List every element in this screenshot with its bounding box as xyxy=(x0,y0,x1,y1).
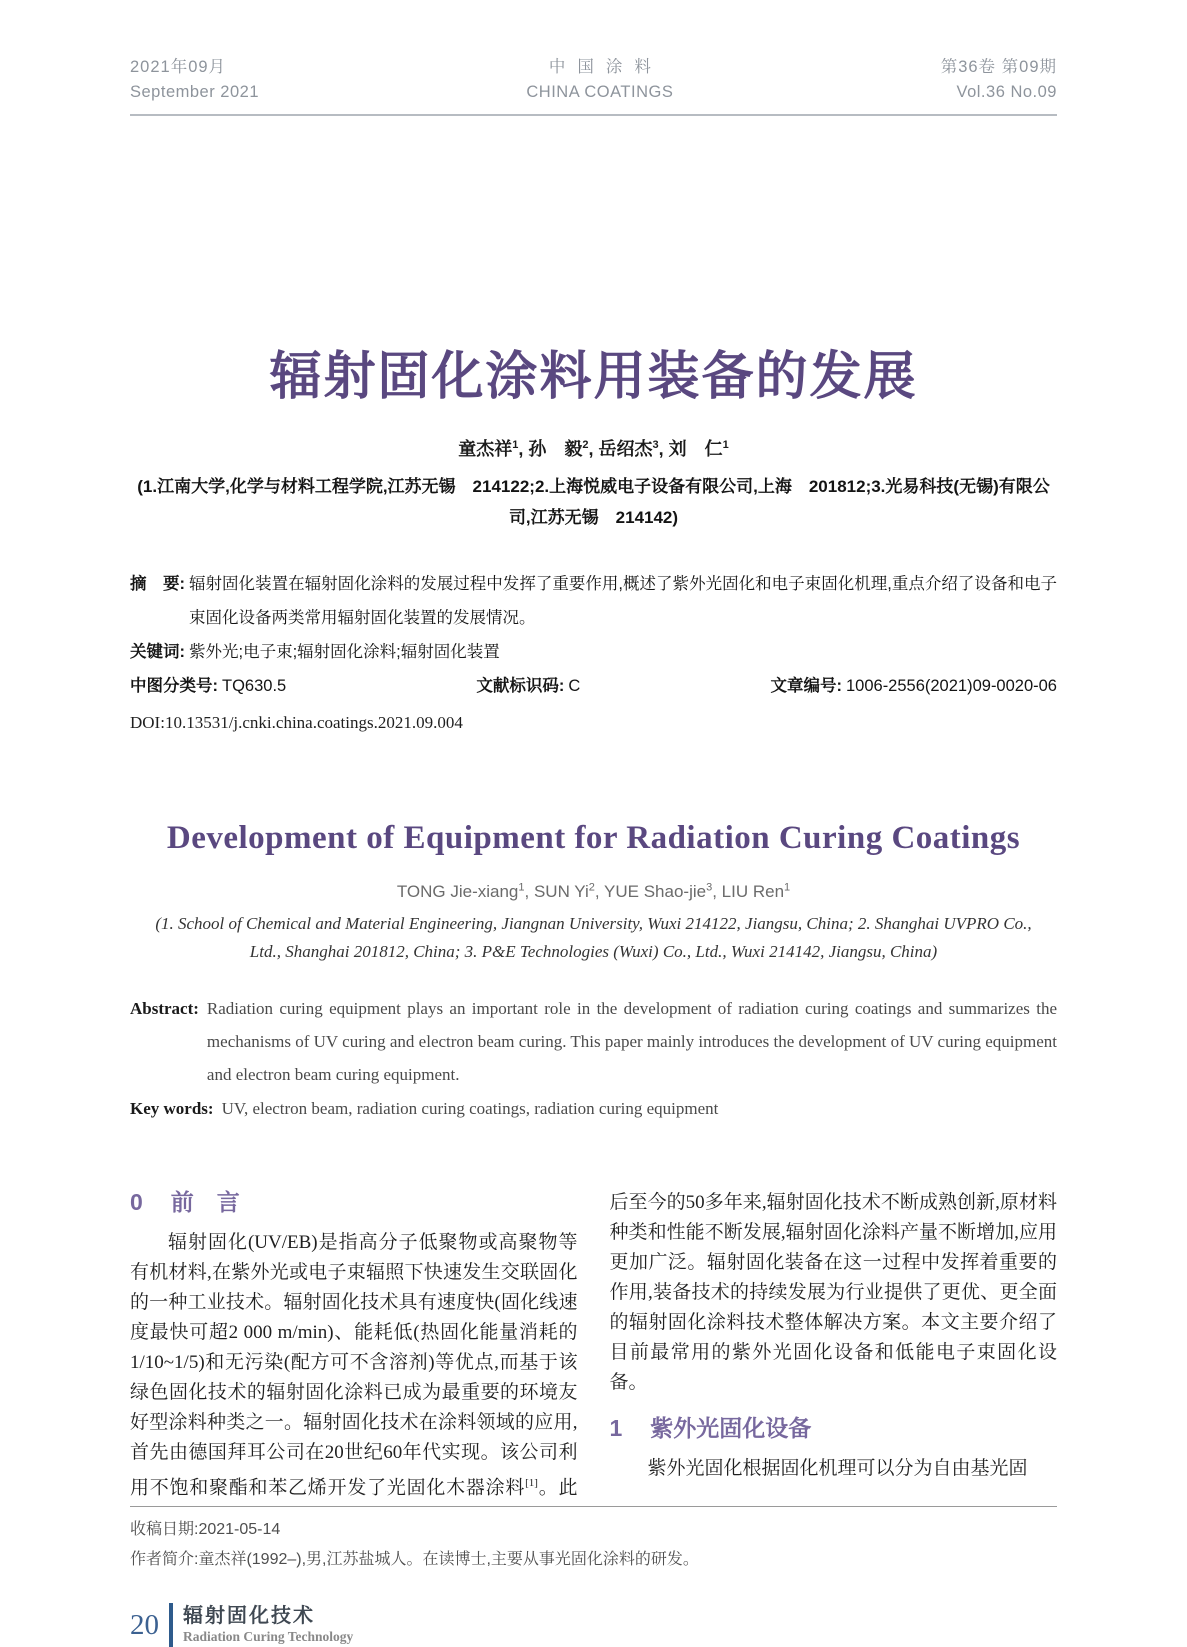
received-date: 收稿日期:2021-05-14 xyxy=(130,1520,281,1538)
author-separator: , xyxy=(712,881,722,901)
clc-value: TQ630.5 xyxy=(222,677,287,695)
authors-cn xyxy=(130,435,1057,461)
article-title-cn: 辐射固化涂料用装备的发展 xyxy=(269,348,918,406)
article-id xyxy=(770,669,1057,703)
author-affil-sup: 1 xyxy=(512,439,519,451)
header-date-cn: 2021年09月 xyxy=(130,58,227,76)
article-title-en: Development of Equipment for Radiation Curing Coatings xyxy=(166,820,1021,856)
author-separator: , xyxy=(518,439,524,459)
author-affil-sup: 1 xyxy=(722,439,729,451)
author-en xyxy=(397,882,534,901)
affiliation-en xyxy=(130,910,1057,966)
section-title: 紫外光固化设备 xyxy=(650,1414,812,1441)
page-footer xyxy=(130,1603,1057,1647)
article-id-label: 文章编号: xyxy=(770,677,842,695)
author-separator: , xyxy=(658,439,664,459)
author-name: SUN Yi xyxy=(533,881,589,901)
section-title: 前 言 xyxy=(170,1188,240,1215)
author-name: 岳绍杰 xyxy=(598,439,653,459)
abstract-cn xyxy=(130,567,1057,635)
footer-section-en: Radiation Curing Technology xyxy=(183,1628,354,1644)
author-name: LIU Ren xyxy=(721,881,785,901)
author-name: TONG Jie-xiang xyxy=(396,881,519,901)
clc-label: 中图分类号: xyxy=(130,677,218,695)
header-issue-en: Vol.36 No.09 xyxy=(956,83,1057,101)
author-cn xyxy=(599,439,664,459)
abstract-cn-text: 辐射固化装置在辐射固化涂料的发展过程中发挥了重要作用,概述了紫外光固化和电子束固化机理,重点介绍了设备和电子束固化设备两类常用辐射固化装置的发展情况。 xyxy=(189,575,1057,627)
author-en xyxy=(534,882,604,901)
author-name: 刘 仁 xyxy=(668,439,723,459)
affiliation-cn-line1: (1.江南大学,化学与材料工程学院,江苏无锡 214122;2.上海悦威电子设备有限公司,上海 201812;3.光易科技(无锡)有限公 xyxy=(137,477,1050,496)
author-name: 孙 毅 xyxy=(528,439,583,459)
english-meta-block xyxy=(130,992,1057,1124)
author-affil-sup: 2 xyxy=(588,881,595,893)
header-journal-en: CHINA COATINGS xyxy=(526,83,674,101)
keywords-cn-text: 紫外光;电子束;辐射固化涂料;辐射固化装置 xyxy=(189,643,500,661)
section-heading-0 xyxy=(130,1188,578,1216)
footnote-block xyxy=(130,1506,1057,1575)
header-journal xyxy=(526,55,673,105)
footer-divider-bar xyxy=(169,1603,173,1647)
keywords-cn xyxy=(130,635,1057,669)
authors-en xyxy=(130,881,1057,902)
author-cn xyxy=(669,439,729,459)
author-en xyxy=(604,882,722,901)
affiliation-en-line1: (1. School of Chemical and Material Engineering, Jiangnan University, Wuxi 214122, Jiangsu, China; 2. Shanghai UVPRO Co., xyxy=(155,913,1032,933)
paragraph-text: 辐射固化(UV/EB)是指高分子低聚物或高聚物等有机材料,在紫外光或电子束辐照下快速发生交联固化的一种工业技术。辐射固化技术具有速度快(固化线速度最快可超2 000 m/min)、能耗低(热固化能量消耗的1/10~1/5)和无污染(配方可不含溶剂)等优点,而基于该绿色固化技术的辐射固化涂料已成为最重要的环境友好型涂料种类之一。辐射固化技术在涂料领域的应用,首先由德国拜耳公司在20世纪60年代实现。该公司利用不饱和聚酯和苯乙烯开发了光固化木器涂料 xyxy=(130,1231,578,1498)
abstract-en xyxy=(130,992,1057,1091)
section-number: 0 xyxy=(130,1188,143,1215)
journal-header xyxy=(130,0,1057,116)
author-separator: , xyxy=(594,881,605,901)
article-id-value: 1006-2556(2021)09-0020-06 xyxy=(845,677,1057,695)
author-name: 童杰祥 xyxy=(458,439,513,459)
abstract-cn-label: 摘 要: xyxy=(130,575,185,593)
section-heading-1 xyxy=(610,1414,1058,1442)
article-body xyxy=(130,1188,1057,1506)
author-affil-sup: 1 xyxy=(518,881,525,893)
body-paragraph-section1: 紫外光固化根据固化机理可以分为自由基光固 xyxy=(647,1457,1028,1479)
document-code-value: C xyxy=(568,677,581,695)
author-affil-sup: 3 xyxy=(706,881,713,893)
author-affil-sup: 1 xyxy=(784,881,791,893)
citation-ref-1: [1] xyxy=(525,1476,538,1489)
author-name: YUE Shao-jie xyxy=(604,881,707,901)
document-code-label: 文献标识码: xyxy=(476,677,565,695)
header-journal-cn: 中国涂料 xyxy=(548,58,663,76)
author-cn xyxy=(458,439,523,459)
author-affil-sup: 3 xyxy=(652,439,659,451)
author-cn xyxy=(528,439,593,459)
classification-row xyxy=(130,669,1057,703)
page-number: 20 xyxy=(130,1608,159,1641)
keywords-en xyxy=(130,1094,1057,1124)
paragraph-text: 。此后至今的50多年来,辐射固化技术不断成熟创新,原材料种类和性能不断发展,辐射固化涂料产量不断增加,应用更加广泛。辐射固化装备在这一过程中发挥着重要的作用,装备技术的持续发展为行业提供了更优、更全面的辐射固化涂料技术整体解决方案。本文主要介绍了目前最常用的紫外光固化设备和低能电子束固化设备。 xyxy=(537,1191,1057,1498)
doi: DOI:10.13531/j.cnki.china.coatings.2021.09.004 xyxy=(130,713,463,732)
header-issue xyxy=(941,55,1057,105)
affiliation-cn-line2: 司,江苏无锡 214142) xyxy=(508,508,679,527)
author-bio: 作者简介:童杰祥(1992–),男,江苏盐城人。在读博士,主要从事光固化涂料的研发。 xyxy=(130,1550,699,1568)
keywords-en-label: Key words: xyxy=(130,1098,214,1118)
document-code xyxy=(476,669,580,703)
author-separator: , xyxy=(524,881,534,901)
abstract-en-label: Abstract: xyxy=(130,998,199,1018)
author-en xyxy=(722,882,791,901)
keywords-cn-label: 关键词: xyxy=(130,643,185,661)
footer-section-cn: 辐射固化技术 xyxy=(183,1604,315,1627)
author-affil-sup: 2 xyxy=(582,439,589,451)
header-date-en: September 2021 xyxy=(130,83,260,101)
affiliation-cn xyxy=(130,471,1057,533)
header-date xyxy=(130,55,259,105)
header-issue-cn: 第36卷 第09期 xyxy=(940,58,1057,76)
clc-code xyxy=(130,669,286,703)
affiliation-en-line2: Ltd., Shanghai 201812, China; 3. P&E Technologies (Wuxi) Co., Ltd., Wuxi 214142, Jiangsu, China) xyxy=(249,941,938,961)
author-separator: , xyxy=(588,439,594,459)
footer-section-name xyxy=(183,1604,353,1646)
abstract-en-text: Radiation curing equipment plays an important role in the development of radiation curing coatings and summarizes the mechanisms of UV curing and electron beam curing. This paper mainly introduces the development of UV curing equipment and electron beam curing equipment. xyxy=(206,998,1057,1084)
section-number: 1 xyxy=(609,1414,623,1441)
keywords-en-text: UV, electron beam, radiation curing coatings, radiation curing equipment xyxy=(221,1098,719,1118)
chinese-meta-block xyxy=(130,567,1057,736)
